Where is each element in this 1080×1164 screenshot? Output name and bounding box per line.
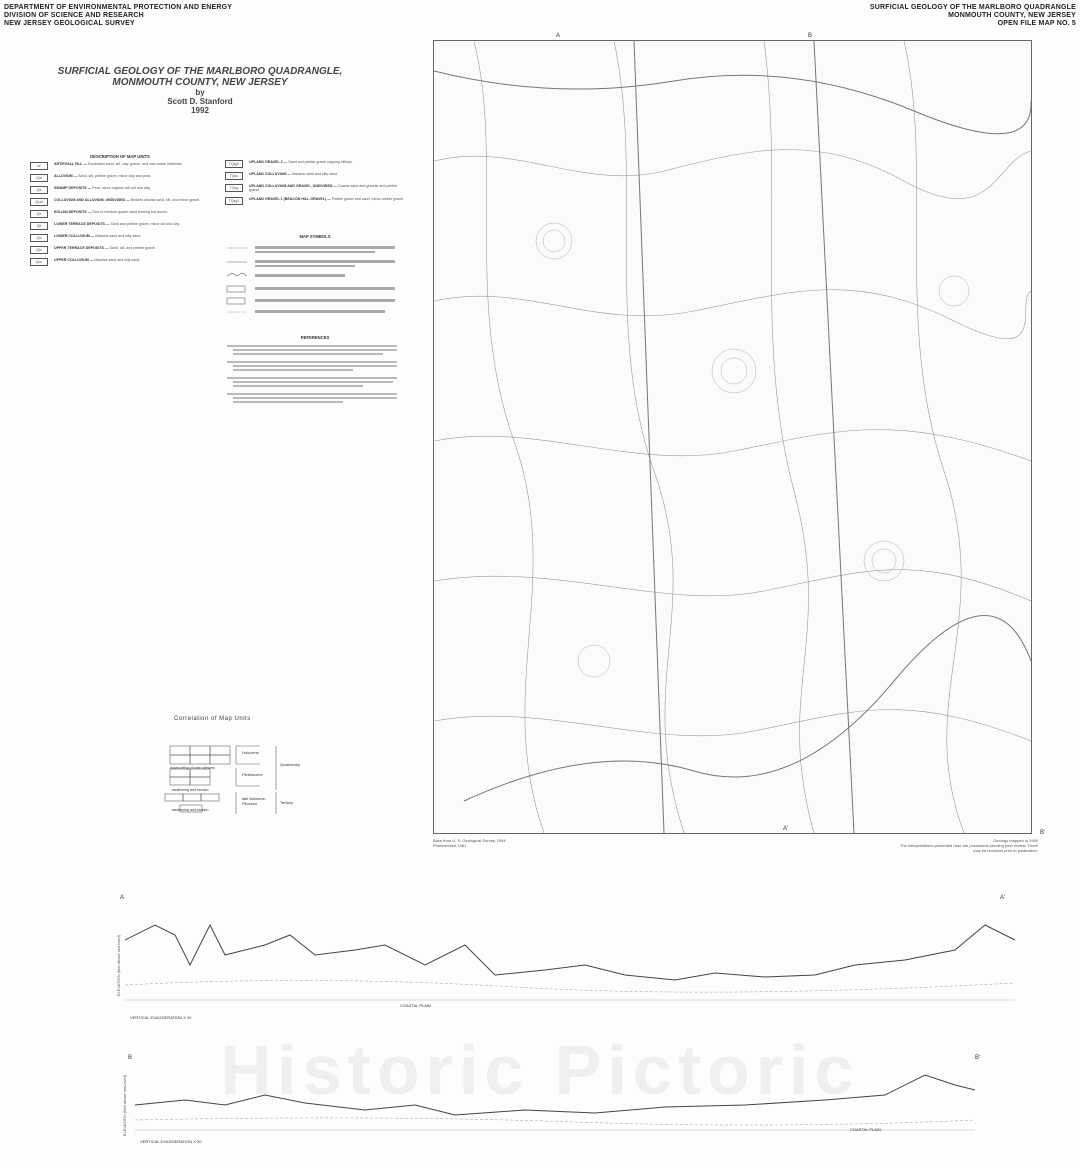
unit-entry xyxy=(30,234,210,242)
watermark: Historic Pictoric xyxy=(220,1031,860,1109)
unit-entry xyxy=(225,197,405,205)
unit-entry xyxy=(30,210,210,218)
unit-entry xyxy=(30,174,210,182)
unit-list-right xyxy=(225,160,405,205)
unit-entry xyxy=(225,160,405,168)
description-column-left xyxy=(30,155,210,270)
unit-symbol-box: Qtu xyxy=(30,246,48,254)
map-id-county: MONMOUTH COUNTY, NEW JERSEY xyxy=(948,12,1076,19)
unit-symbol-box: TQsg1 xyxy=(225,197,243,205)
unit-entry xyxy=(30,222,210,230)
unit-entry xyxy=(30,198,210,206)
map-base-note xyxy=(433,838,506,848)
mapped-year: Geology mapped in 1990 xyxy=(993,838,1038,843)
survey-line: NEW JERSEY GEOLOGICAL SURVEY xyxy=(4,20,135,27)
section-b-end: B' xyxy=(975,1055,981,1061)
agency-header xyxy=(4,4,232,28)
photorevised-note: Photorevised 1981 xyxy=(433,843,467,848)
unit-symbol-box: Qtl xyxy=(30,222,48,230)
description-column-right xyxy=(225,160,405,414)
map-title-block xyxy=(40,66,360,115)
unit-entry xyxy=(30,186,210,194)
unit-description: ARTIFICIAL FILL — Excavated sand, silt, clay, gravel, and man-made materials. xyxy=(54,162,183,167)
provisional-note: The interpretations presented here are provisional pending peer review. There may be revisions prior to publication. xyxy=(899,843,1038,853)
unit-symbol-box: Qcl xyxy=(30,234,48,242)
section-b-coastal-label: COASTAL PLAIN xyxy=(850,1127,881,1132)
references-text xyxy=(225,343,405,413)
unit-symbol-box: Qs xyxy=(30,186,48,194)
section-a-marker: A xyxy=(556,33,561,39)
quaternary-label: Quaternary xyxy=(280,762,301,767)
section-a-end: A' xyxy=(1000,895,1006,901)
unit-description: COLLUVIUM AND ALLUVIUM, UNDIVIDED — Bedded alluvial sand, silt, and minor gravel. xyxy=(54,198,201,203)
section-a-exaggeration: VERTICAL EXAGGERATION X 20 xyxy=(130,1015,192,1020)
unit-entry xyxy=(225,172,405,180)
unit-description: UPPER COLLUVIUM — Massive sand and silty sand. xyxy=(54,258,141,263)
map-id-header xyxy=(870,4,1076,28)
unit-entry xyxy=(225,184,405,193)
correlation-chart xyxy=(150,716,410,816)
agency-line: DEPARTMENT OF ENVIRONMENTAL PROTECTION AND ENERGY xyxy=(4,4,233,11)
unit-entry xyxy=(30,246,210,254)
section-a-start: A xyxy=(120,895,125,901)
map-symbols-graphic xyxy=(225,242,405,322)
section-b-marker: B xyxy=(808,33,813,39)
description-heading: DESCRIPTION OF MAP UNITS xyxy=(90,154,150,159)
pleistocene-label: Pleistocene xyxy=(242,772,263,777)
section-b-exaggeration: VERTICAL EXAGGERATION X 20 xyxy=(140,1139,202,1144)
section-a-coastal-label: COASTAL PLAIN xyxy=(400,1003,431,1008)
section-b-ylabel: ELEVATION (feet above sea level) xyxy=(122,1075,127,1137)
unit-symbol-box: Qe xyxy=(30,210,48,218)
unit-symbol-box: TQcg xyxy=(225,184,243,192)
unit-description: UPLAND GRAVEL 1 (BEACON HILL GRAVEL) — Pebble gravel and sand, minor cobble gravel. xyxy=(249,196,404,201)
unit-symbol-box: Qcu xyxy=(30,258,48,266)
section-b-start: B xyxy=(128,1055,133,1061)
title-year: 1992 xyxy=(191,106,209,115)
section-a-profile xyxy=(115,905,1025,1005)
unit-description: UPLAND COLLUVIUM — Massive sand and silty sand. xyxy=(249,172,338,176)
unit-description: LOWER TERRACE DEPOSITS — Sand and pebble gravel, minor silt and clay. xyxy=(54,222,180,227)
correlation-title: Correlation of Map Units xyxy=(174,716,251,722)
unit-entry xyxy=(30,162,210,170)
unit-symbol-box: Qcal xyxy=(30,198,48,206)
unit-description: EOLIAN DEPOSITS — Fine to medium quartz sand forming low dunes. xyxy=(54,210,169,215)
unit-list-left xyxy=(30,162,210,266)
miocene-label: late Miocene-Pliocene xyxy=(242,796,267,806)
title-by: by xyxy=(195,88,205,97)
section-a-ylabel: ELEVATION (feet above sea level) xyxy=(116,935,121,997)
holocene-label: Holocene xyxy=(242,750,259,755)
unit-description: SWAMP DEPOSITS — Peat, minor organic-rich silt and clay. xyxy=(54,186,151,191)
base-source: Base from U. S. Geological Survey, 1954 xyxy=(433,838,506,843)
unit-symbol-box: TQcu xyxy=(225,172,243,180)
unit-entry xyxy=(30,258,210,266)
unit-description: LOWER COLLUVIUM — Massive sand and silty sand. xyxy=(54,234,142,239)
unit-description: ALLUVIUM — Sand, silt, pebble gravel, minor clay and peat. xyxy=(54,174,151,179)
geology-mapped-note xyxy=(898,838,1038,853)
unit-symbol-box: Qal xyxy=(30,174,48,182)
weathering-note-1: weathering and erosion xyxy=(172,788,209,792)
cross-section-a xyxy=(0,895,1080,1035)
title-line1: SURFICIAL GEOLOGY OF THE MARLBORO QUADRANGLE, xyxy=(57,66,343,77)
unit-symbol-box: af xyxy=(30,162,48,170)
section-b-prime-marker: B' xyxy=(1040,830,1046,836)
unit-description: UPLAND COLLUVIUM AND GRAVEL, UNDIVIDED — Coarse sand and granule and pebble gravel. xyxy=(249,184,398,193)
map-id-title: SURFICIAL GEOLOGY OF THE MARLBORO QUADRANGLE xyxy=(869,4,1076,11)
title-line2: MONMOUTH COUNTY, NEW JERSEY xyxy=(112,77,288,88)
title-author: Scott D. Stanford xyxy=(167,97,233,106)
symbols-heading: MAP SYMBOLS xyxy=(299,233,331,239)
unit-description: UPPER TERRACE DEPOSITS — Sand, silt, and pebble gravel. xyxy=(54,246,156,251)
unit-description: UPLAND GRAVEL 2 — Sand and pebble gravel capping hilltops. xyxy=(249,160,353,164)
geologic-map xyxy=(433,40,1032,834)
references-heading: REFERENCES xyxy=(300,334,330,340)
weathering-note-2: weathering and erosion xyxy=(172,808,209,812)
unit-symbol-box: TQsg2 xyxy=(225,160,243,168)
section-a-prime-marker: A' xyxy=(783,826,789,832)
map-linework xyxy=(434,41,1031,833)
division-line: DIVISION OF SCIENCE AND RESEARCH xyxy=(4,12,144,19)
tertiary-label: Tertiary xyxy=(280,800,294,805)
downcutting-note: downcutting of main streams xyxy=(170,766,215,770)
map-id-number: OPEN FILE MAP NO. 5 xyxy=(997,20,1076,27)
